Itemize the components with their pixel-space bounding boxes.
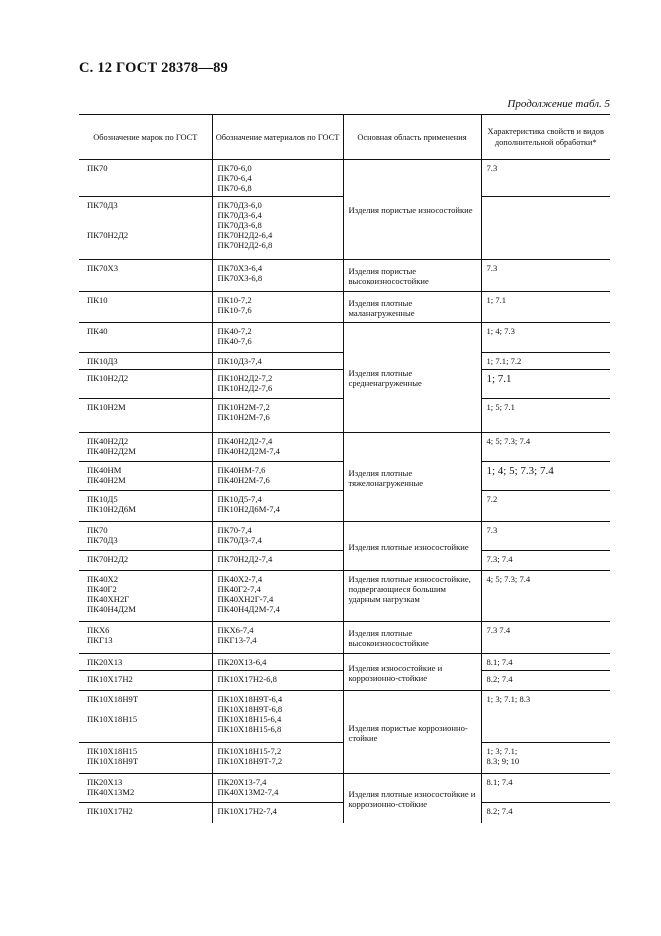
page-header: С. 12 ГОСТ 28378—89 <box>79 60 228 76</box>
area-cell: Изделия износостойкие и коррозионно-стойкие <box>343 654 481 691</box>
materials-cell: ПК70Н2Д2-7,4 <box>212 551 343 571</box>
materials-cell: ПК40-7,2 ПК40-7,6 <box>212 323 343 353</box>
table-row <box>79 774 610 803</box>
properties-cell: 7.3 <box>481 160 610 197</box>
properties-cell <box>481 197 610 260</box>
header-area: Основная область применения <box>343 115 481 160</box>
properties-cell: 1; 4; 5; 7.3; 7.4 <box>481 462 610 491</box>
materials-cell: ПК10-7,2 ПК10-7,6 <box>212 292 343 323</box>
grade-cell: ПК10 <box>79 292 212 323</box>
table-row <box>79 323 610 353</box>
properties-cell: 7.3 <box>481 522 610 551</box>
properties-cell: 1; 7.1 <box>481 370 610 399</box>
area-cell: Изделия плотные износостойкие, подвергающиеся большим ударным нагрузкам <box>343 571 481 622</box>
area-cell: Изделия плотные тяжелонагруженные <box>343 433 481 522</box>
materials-cell: ПК10Х17Н2-6,8 <box>212 671 343 691</box>
table-header-row <box>79 115 610 160</box>
table-row <box>79 691 610 743</box>
properties-cell: 1; 7.1 <box>481 292 610 323</box>
materials-cell: ПК10Н2Д2-7,2 ПК10Н2Д2-7,6 <box>212 370 343 399</box>
grade-cell: ПК10Д5 ПК10Н2Д6М <box>79 491 212 522</box>
table-row <box>79 433 610 462</box>
materials-cell: ПК10Д3-7,4 <box>212 353 343 370</box>
grade-cell: ПК70 ПК70Д3 <box>79 522 212 551</box>
properties-cell: 7.3 7.4 <box>481 622 610 654</box>
materials-cell: ПК10Х18Н9Т-6,4 ПК10Х18Н9Т-6,8 ПК10Х18Н15-6,4 ПК10Х18Н15-6,8 <box>212 691 343 743</box>
grade-cell: ПК70Х3 <box>79 260 212 292</box>
area-cell: Изделия плотные маланагруженные <box>343 292 481 323</box>
grade-cell: ПК10Х17Н2 <box>79 671 212 691</box>
grade-cell: ПК40Х2 ПК40Г2 ПК40ХН2Г ПК40Н4Д2М <box>79 571 212 622</box>
grade-cell: ПК70 <box>79 160 212 197</box>
table-row <box>79 292 610 323</box>
grade-cell: ПК40Н2Д2 ПК40Н2Д2М <box>79 433 212 462</box>
properties-cell: 1; 4; 7.3 <box>481 323 610 353</box>
properties-cell: 4; 5; 7.3; 7.4 <box>481 571 610 622</box>
properties-cell: 7.3 <box>481 260 610 292</box>
table-continuation-note: Продолжение табл. 5 <box>507 98 610 110</box>
materials-cell: ПК10Н2М-7,2 ПК10Н2М-7,6 <box>212 399 343 433</box>
area-cell: Изделия плотные износостойкие <box>343 522 481 571</box>
properties-cell: 1; 5; 7.1 <box>481 399 610 433</box>
grade-cell: ПК10Х18Н15 ПК10Х18Н9Т <box>79 743 212 774</box>
grade-cell: ПК10Н2М <box>79 399 212 433</box>
header-materials: Обозначение материалов по ГОСТ <box>212 115 343 160</box>
grade-cell: ПК40НМ ПК40Н2М <box>79 462 212 491</box>
table-row <box>79 622 610 654</box>
area-cell: Изделия плотные высокоизносостойкие <box>343 622 481 654</box>
properties-cell: 8.1; 7.4 <box>481 774 610 803</box>
materials-cell: ПК20Х13-6,4 <box>212 654 343 671</box>
materials-cell: ПК40Н2Д2-7,4 ПК40Н2Д2М-7,4 <box>212 433 343 462</box>
materials-cell: ПК10Д5-7,4 ПК10Н2Д6М-7,4 <box>212 491 343 522</box>
area-cell: Изделия пористые износостойкие <box>343 160 481 260</box>
grade-cell: ПК70Д3 ПК70Н2Д2 <box>79 197 212 260</box>
grade-cell: ПК40 <box>79 323 212 353</box>
materials-cell: ПК70-6,0 ПК70-6,4 ПК70-6,8 <box>212 160 343 197</box>
grade-cell: ПК10Н2Д2 <box>79 370 212 399</box>
table-row <box>79 571 610 622</box>
materials-cell: ПК70-7,4 ПК70Д3-7,4 <box>212 522 343 551</box>
materials-cell: ПК10Х18Н15-7,2 ПК10Х18Н9Т-7,2 <box>212 743 343 774</box>
properties-cell: 1; 3; 7.1; 8.3; 9; 10 <box>481 743 610 774</box>
materials-cell: ПК40НМ-7,6 ПК40Н2М-7,6 <box>212 462 343 491</box>
materials-cell: ПК70Х3-6,4 ПК70Х3-6,8 <box>212 260 343 292</box>
properties-cell: 1; 3; 7.1; 8.3 <box>481 691 610 743</box>
area-cell: Изделия плотные износостойкие и коррозионно-стойкие <box>343 774 481 823</box>
grades-table <box>79 114 610 823</box>
grade-cell: ПК10Х17Н2 <box>79 803 212 823</box>
materials-cell: ПК40Х2-7,4 ПК40Г2-7,4 ПК40ХН2Г-7,4 ПК40Н4Д2М-7,4 <box>212 571 343 622</box>
materials-cell: ПК70Д3-6,0 ПК70Д3-6,4 ПК70Д3-6,8 ПК70Н2Д2-6,4 ПК70Н2Д2-6,8 <box>212 197 343 260</box>
area-cell: Изделия пористые высокоизносостойкие <box>343 260 481 292</box>
properties-cell: 1; 7.1; 7.2 <box>481 353 610 370</box>
grade-cell: ПКХ6 ПКГ13 <box>79 622 212 654</box>
area-cell: Изделия пористые коррозионно-стойкие <box>343 691 481 774</box>
materials-cell: ПК20Х13-7,4 ПК40Х13М2-7,4 <box>212 774 343 803</box>
properties-cell: 7.3; 7.4 <box>481 551 610 571</box>
table-row <box>79 160 610 197</box>
grade-cell: ПК70Н2Д2 <box>79 551 212 571</box>
header-grade: Обозначение марок по ГОСТ <box>79 115 212 160</box>
materials-cell: ПКХ6-7,4 ПКГ13-7,4 <box>212 622 343 654</box>
grade-cell: ПК10Д3 <box>79 353 212 370</box>
properties-cell: 7.2 <box>481 491 610 522</box>
table-row <box>79 654 610 671</box>
grade-cell: ПК10Х18Н9Т ПК10Х18Н15 <box>79 691 212 743</box>
properties-cell: 8.1; 7.4 <box>481 654 610 671</box>
materials-cell: ПК10Х17Н2-7,4 <box>212 803 343 823</box>
properties-cell: 8.2; 7.4 <box>481 671 610 691</box>
properties-cell: 8.2; 7.4 <box>481 803 610 823</box>
grade-cell: ПК20Х13 ПК40Х13М2 <box>79 774 212 803</box>
header-properties: Характеристика свойств и видов дополнительной обработки* <box>481 115 610 160</box>
properties-cell: 4; 5; 7.3; 7.4 <box>481 433 610 462</box>
table-row <box>79 522 610 551</box>
area-cell: Изделия плотные средненагруженные <box>343 323 481 433</box>
table-row <box>79 260 610 292</box>
grade-cell: ПК20Х13 <box>79 654 212 671</box>
